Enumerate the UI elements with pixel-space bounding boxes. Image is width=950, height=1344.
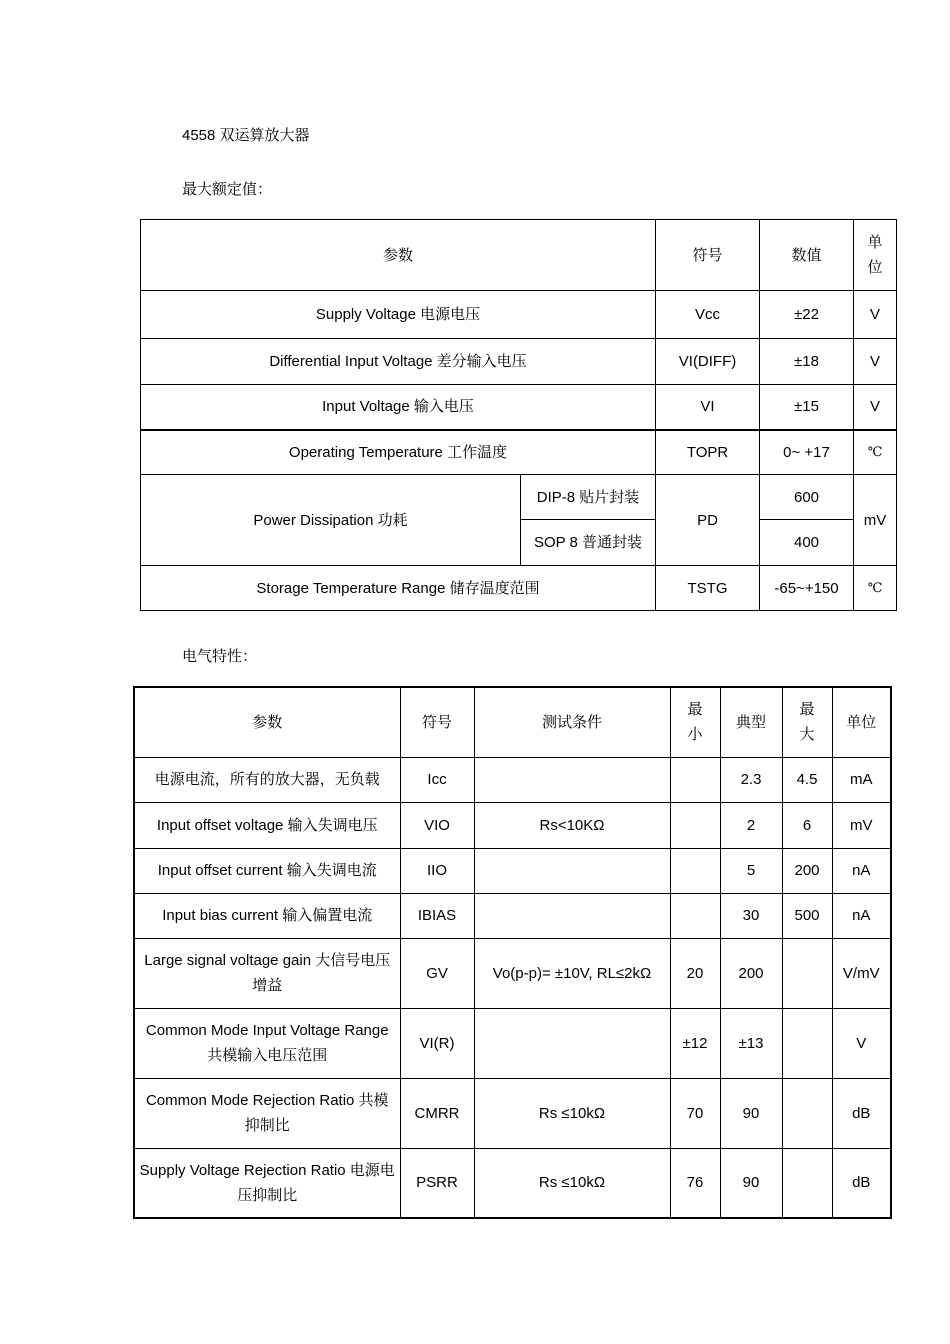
min-cell (670, 893, 720, 938)
param-cell: Storage Temperature Range 储存温度范围 (141, 566, 656, 611)
header-param: 参数 (134, 687, 400, 757)
unit-cell: V (832, 1008, 891, 1078)
header-symbol: 符号 (656, 220, 760, 291)
section-title-max-ratings: 最大额定值： (182, 181, 273, 198)
table-header-row (134, 687, 891, 757)
table-row (141, 291, 897, 339)
param-cell: Input offset voltage 输入失调电压 (134, 802, 400, 848)
table-row (141, 430, 897, 475)
header-unit: 单 位 (854, 220, 897, 291)
symbol-cell: VI(R) (400, 1008, 474, 1078)
condition-cell (474, 848, 670, 893)
max-ratings-table (140, 219, 897, 611)
typ-cell: 90 (720, 1148, 782, 1218)
param-cell: Differential Input Voltage 差分输入电压 (141, 339, 656, 385)
min-cell (670, 848, 720, 893)
table-row (134, 893, 891, 938)
symbol-cell: VI (656, 385, 760, 430)
table-row (141, 566, 897, 611)
value-cell: ±15 (760, 385, 854, 430)
min-cell (670, 757, 720, 802)
condition-cell (474, 757, 670, 802)
max-cell: 6 (782, 802, 832, 848)
param-cell: Input Voltage 输入电压 (141, 385, 656, 430)
min-cell (670, 802, 720, 848)
unit-cell: ℃ (854, 430, 897, 475)
value-cell: 400 (760, 520, 854, 566)
condition-cell (474, 893, 670, 938)
typ-cell: 200 (720, 938, 782, 1008)
param-cell: Operating Temperature 工作温度 (141, 430, 656, 475)
param-cell: Large signal voltage gain 大信号电压增益 (134, 938, 400, 1008)
param-cell: Supply Voltage Rejection Ratio 电源电压抑制比 (134, 1148, 400, 1218)
symbol-cell: Vcc (656, 291, 760, 339)
symbol-cell: IIO (400, 848, 474, 893)
max-cell (782, 1148, 832, 1218)
unit-cell: nA (832, 848, 891, 893)
max-cell: 500 (782, 893, 832, 938)
min-cell: ±12 (670, 1008, 720, 1078)
header-value: 数值 (760, 220, 854, 291)
header-param: 参数 (141, 220, 656, 291)
min-cell: 70 (670, 1078, 720, 1148)
unit-cell: ℃ (854, 566, 897, 611)
param-cell: 电源电流，所有的放大器，无负载 (134, 757, 400, 802)
condition-cell: Rs ≤10kΩ (474, 1148, 670, 1218)
max-cell (782, 1078, 832, 1148)
header-unit: 单位 (832, 687, 891, 757)
document-title: 4558 双运算放大器 (182, 127, 310, 144)
symbol-cell: VI(DIFF) (656, 339, 760, 385)
table-row (134, 802, 891, 848)
typ-cell: ±13 (720, 1008, 782, 1078)
symbol-cell: PSRR (400, 1148, 474, 1218)
param-cell: Power Dissipation 功耗 (141, 475, 521, 566)
param-cell: Supply Voltage 电源电压 (141, 291, 656, 339)
unit-cell: mV (832, 802, 891, 848)
table-row (134, 1148, 891, 1218)
electrical-characteristics-table (133, 686, 892, 1219)
section-title-electrical: 电气特性： (182, 648, 258, 665)
min-cell: 20 (670, 938, 720, 1008)
condition-cell: Rs<10KΩ (474, 802, 670, 848)
symbol-cell: PD (656, 475, 760, 566)
symbol-cell: VIO (400, 802, 474, 848)
unit-cell: V/mV (832, 938, 891, 1008)
table-row (141, 475, 897, 520)
value-cell: ±18 (760, 339, 854, 385)
unit-cell: V (854, 339, 897, 385)
header-max: 最 大 (782, 687, 832, 757)
table-row (134, 1078, 891, 1148)
param-cell: Input offset current 输入失调电流 (134, 848, 400, 893)
table-row (141, 339, 897, 385)
max-cell (782, 938, 832, 1008)
header-condition: 测试条件 (474, 687, 670, 757)
typ-cell: 2 (720, 802, 782, 848)
header-typ: 典型 (720, 687, 782, 757)
symbol-cell: GV (400, 938, 474, 1008)
value-cell: 0~ +17 (760, 430, 854, 475)
unit-cell: mA (832, 757, 891, 802)
typ-cell: 90 (720, 1078, 782, 1148)
table-row (134, 1008, 891, 1078)
symbol-cell: TOPR (656, 430, 760, 475)
param-cell: Common Mode Rejection Ratio 共模抑制比 (134, 1078, 400, 1148)
value-cell: ±22 (760, 291, 854, 339)
unit-cell: dB (832, 1078, 891, 1148)
package-cell: DIP-8 贴片封装 (521, 475, 656, 520)
symbol-cell: CMRR (400, 1078, 474, 1148)
param-cell: Common Mode Input Voltage Range 共模输入电压范围 (134, 1008, 400, 1078)
condition-cell: Vo(p-p)= ±10V, RL≤2kΩ (474, 938, 670, 1008)
table-header-row (141, 220, 897, 291)
symbol-cell: Icc (400, 757, 474, 802)
unit-cell: V (854, 385, 897, 430)
table-row (134, 938, 891, 1008)
condition-cell: Rs ≤10kΩ (474, 1078, 670, 1148)
typ-cell: 2.3 (720, 757, 782, 802)
max-cell: 200 (782, 848, 832, 893)
header-symbol: 符号 (400, 687, 474, 757)
unit-cell: V (854, 291, 897, 339)
min-cell: 76 (670, 1148, 720, 1218)
header-min: 最 小 (670, 687, 720, 757)
condition-cell (474, 1008, 670, 1078)
value-cell: -65~+150 (760, 566, 854, 611)
unit-cell: nA (832, 893, 891, 938)
package-cell: SOP 8 普通封装 (521, 520, 656, 566)
value-cell: 600 (760, 475, 854, 520)
max-cell (782, 1008, 832, 1078)
unit-cell: mV (854, 475, 897, 566)
table-row (134, 757, 891, 802)
symbol-cell: TSTG (656, 566, 760, 611)
typ-cell: 5 (720, 848, 782, 893)
table-row (134, 848, 891, 893)
max-cell: 4.5 (782, 757, 832, 802)
typ-cell: 30 (720, 893, 782, 938)
table-row (141, 385, 897, 430)
symbol-cell: IBIAS (400, 893, 474, 938)
unit-cell: dB (832, 1148, 891, 1218)
param-cell: Input bias current 输入偏置电流 (134, 893, 400, 938)
